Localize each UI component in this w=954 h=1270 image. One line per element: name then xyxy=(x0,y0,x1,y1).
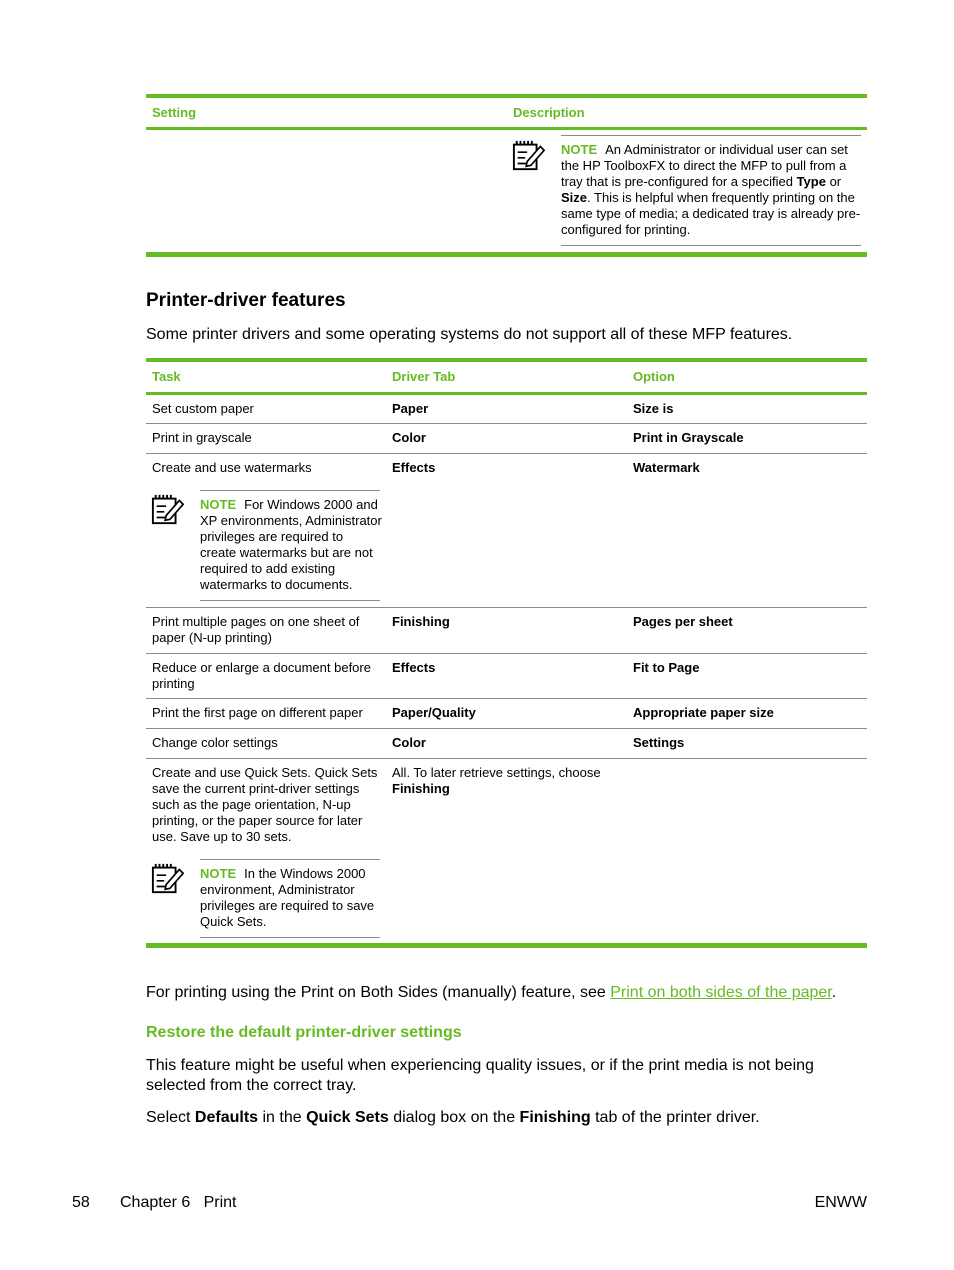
features-bottom-rule xyxy=(146,943,867,948)
row-divider xyxy=(146,423,867,424)
chapter-label: Chapter 6 Print xyxy=(120,1194,237,1211)
features-header-rule xyxy=(146,392,867,395)
table-row-option: Appropriate paper size xyxy=(633,705,774,720)
table-row-tab: Effects xyxy=(392,660,436,675)
row-divider xyxy=(146,728,867,729)
footer-enww: ENWW xyxy=(814,1194,867,1211)
table-header-rule xyxy=(146,127,867,130)
duplex-link[interactable]: Print on both sides of the paper xyxy=(610,984,832,1001)
table-row-task: Print multiple pages on one sheet of paper (N-up printing) xyxy=(152,614,360,645)
table-row-tab: Color xyxy=(392,735,426,750)
table-row-tab: Effects xyxy=(392,460,436,475)
note-icon xyxy=(512,138,546,172)
header-task: Task xyxy=(152,369,181,384)
table-row-task: Reduce or enlarge a document before printing xyxy=(152,660,371,691)
table-row-tab: All. To later retrieve settings, choose Finishing xyxy=(392,765,601,796)
features-top-rule xyxy=(146,358,867,362)
table-row-task: Create and use watermarks xyxy=(152,460,312,475)
note-bottom-rule xyxy=(200,937,380,938)
row-divider xyxy=(146,698,867,699)
table-row-task: Print the first page on different paper xyxy=(152,705,363,720)
quicksets-note-text: NOTE In the Windows 2000 environment, Administrator privileges are required to save Quick Sets. xyxy=(200,866,375,929)
table-row-tab: Finishing xyxy=(392,614,450,629)
header-setting: Setting xyxy=(152,105,197,120)
table-row-tab: Color xyxy=(392,430,426,445)
table-row-option: Watermark xyxy=(633,460,700,475)
table-row-task: Print in grayscale xyxy=(152,430,252,445)
table-row-task: Set custom paper xyxy=(152,401,254,416)
watermark-note-text: NOTE For Windows 2000 and XP environments, Administrator privileges are required to create watermarks but are not required to add existing watermarks to documents. xyxy=(200,497,382,592)
section-title: Printer-driver features xyxy=(146,290,346,311)
note-text: NOTE An Administrator or individual user can set the HP ToolboxFX to direct the MFP to pull from a tray that is pre-configured for a specified Type or Size. This is helpful when frequently printing on the same type of media; a dedicated tray is already pre-configured for printing. xyxy=(561,142,861,237)
section-intro: Some printer drivers and some operating systems do not support all of these MFP features. xyxy=(146,326,793,343)
row-divider xyxy=(146,453,867,454)
table-row-option: Settings xyxy=(633,735,685,750)
restore-paragraph-2: Select Defaults in the Quick Sets dialog box on the Finishing tab of the printer driver. xyxy=(146,1109,760,1126)
restore-heading: Restore the default printer-driver settings xyxy=(146,1024,462,1041)
note-top-rule xyxy=(200,859,380,860)
row-divider xyxy=(146,758,867,759)
duplex-paragraph: For printing using the Print on Both Sides (manually) feature, see Print on both sides of the paper. xyxy=(146,984,837,1001)
note-top-rule xyxy=(200,490,380,491)
table-row-option: Size is xyxy=(633,401,674,416)
table-row-option: Pages per sheet xyxy=(633,614,733,629)
note-bottom-rule xyxy=(200,600,380,601)
table-row-tab: Paper/Quality xyxy=(392,705,476,720)
note-label: NOTE xyxy=(561,142,598,157)
table-row-task: Create and use Quick Sets. Quick Sets save the current print-driver settings such as the page orientation, N-up printing, or the paper source for later use. Save up to 30 sets. xyxy=(152,765,378,844)
header-description: Description xyxy=(513,105,585,120)
note-icon xyxy=(151,492,185,526)
note-bottom-rule xyxy=(561,245,861,246)
table-row-task: Change color settings xyxy=(152,735,278,750)
row-divider xyxy=(146,607,867,608)
note-top-rule xyxy=(561,135,861,136)
header-driver-tab: Driver Tab xyxy=(392,369,456,384)
table-bottom-rule xyxy=(146,252,867,257)
table-top-rule xyxy=(146,94,867,98)
table-row-option: Fit to Page xyxy=(633,660,700,675)
restore-paragraph-1: This feature might be useful when experiencing quality issues, or if the print media is not being selected from the correct tray. xyxy=(146,1057,814,1094)
row-divider xyxy=(146,653,867,654)
header-option: Option xyxy=(633,369,675,384)
page-number: 58 xyxy=(72,1194,90,1211)
note-icon xyxy=(151,861,185,895)
table-row-tab: Paper xyxy=(392,401,429,416)
table-row-option: Print in Grayscale xyxy=(633,430,744,445)
